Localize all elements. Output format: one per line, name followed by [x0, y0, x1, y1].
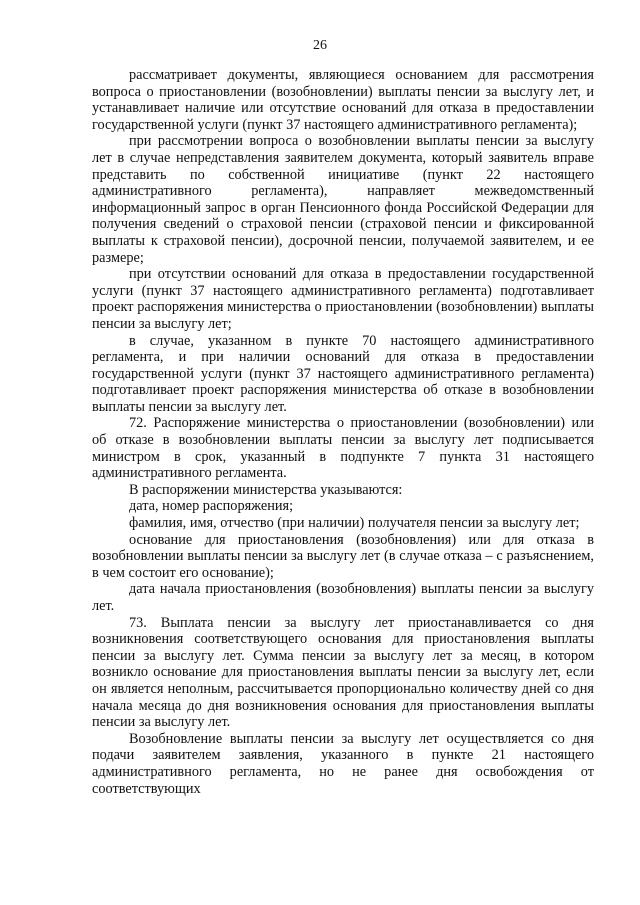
paragraph-order-date-number: дата, номер распоряжения;: [129, 498, 294, 515]
document-body: [92, 67, 594, 797]
paragraph-order-contents-intro: В распоряжении министерства указываются:: [129, 481, 403, 498]
paragraph-order-recipient-name: фамилия, имя, отчество (при наличии) получателя пенсии за выслугу лет;: [129, 515, 580, 532]
page-number: 26: [313, 38, 327, 53]
paragraph-resumption: Возобновление выплаты пенсии за выслугу лет осуществляется со дня подачи заявителем заявления, указанного в пункте 21 настоящего административного регламента, но не ранее дня освобождения от соответствующих: [92, 730, 594, 797]
paragraph-order-grounds: основание для приостановления (возобновления) или для отказа в возобновлении выплаты пенсии за выслугу лет (в случае отказа – с разъяснением, в чем состоит его основание);: [92, 531, 594, 581]
paragraph-review-documents: рассматривает документы, являющиеся основанием для рассмотрения вопроса о приостановлении (возобновлении) выплаты пенсии за выслугу лет, и устанавливает наличие или отсутствие оснований для отказа в предоставлении государственной услуги (пункт 37 настоящего административного регламента);: [92, 67, 594, 133]
paragraph-no-grounds-for-refusal: при отсутствии оснований для отказа в предоставлении государственной услуги (пункт 37 настоящего административного регламента) подготавливает проект распоряжения министерства о приостановлении (возобновлении) выплаты пенсии за выслугу лет;: [92, 266, 594, 332]
paragraph-73: 73. Выплата пенсии за выслугу лет приостанавливается со дня возникновения соответствующего основания для приостановления выплаты пенсии за выслугу лет. Сумма пенсии за выслугу лет за месяц, в котором возникло основание для приостановления выплаты пенсии за выслугу лет, если он является неполным, рассчитывается пропорционально количеству дней со дня начала месяца до дня возникновения основания для приостановления выплаты пенсии за выслугу лет.: [92, 614, 594, 731]
paragraph-interagency-request: при рассмотрении вопроса о возобновлении выплаты пенсии за выслугу лет в случае непредставления заявителем документа, который заявитель вправе представить по собственной инициативе (пункт 22 настоящего административного регламента), направляет межведомственный информационный запрос в орган Пенсионного фонда Российской Федерации для получения сведений о страховой пенсии (страховой пенсии и фиксированной выплаты к страховой пенсии), досрочной пенсии, получаемой заявителем, и ее размере;: [92, 133, 594, 266]
paragraph-refusal-draft: в случае, указанном в пункте 70 настоящего административного регламента, и при наличии оснований для отказа в предоставлении государственной услуги (пункт 37 настоящего административного регламента) подготавливает проект распоряжения министерства об отказе в возобновлении выплаты пенсии за выслугу лет.: [92, 332, 594, 415]
paragraph-72: 72. Распоряжение министерства о приостановлении (возобновлении) или об отказе в возобновлении выплаты пенсии за выслугу лет подписывается министром в срок, указанный в подпункте 7 пункта 31 настоящего административного регламента.: [92, 415, 594, 482]
paragraph-order-start-date: дата начала приостановления (возобновления) выплаты пенсии за выслугу лет.: [92, 581, 594, 614]
